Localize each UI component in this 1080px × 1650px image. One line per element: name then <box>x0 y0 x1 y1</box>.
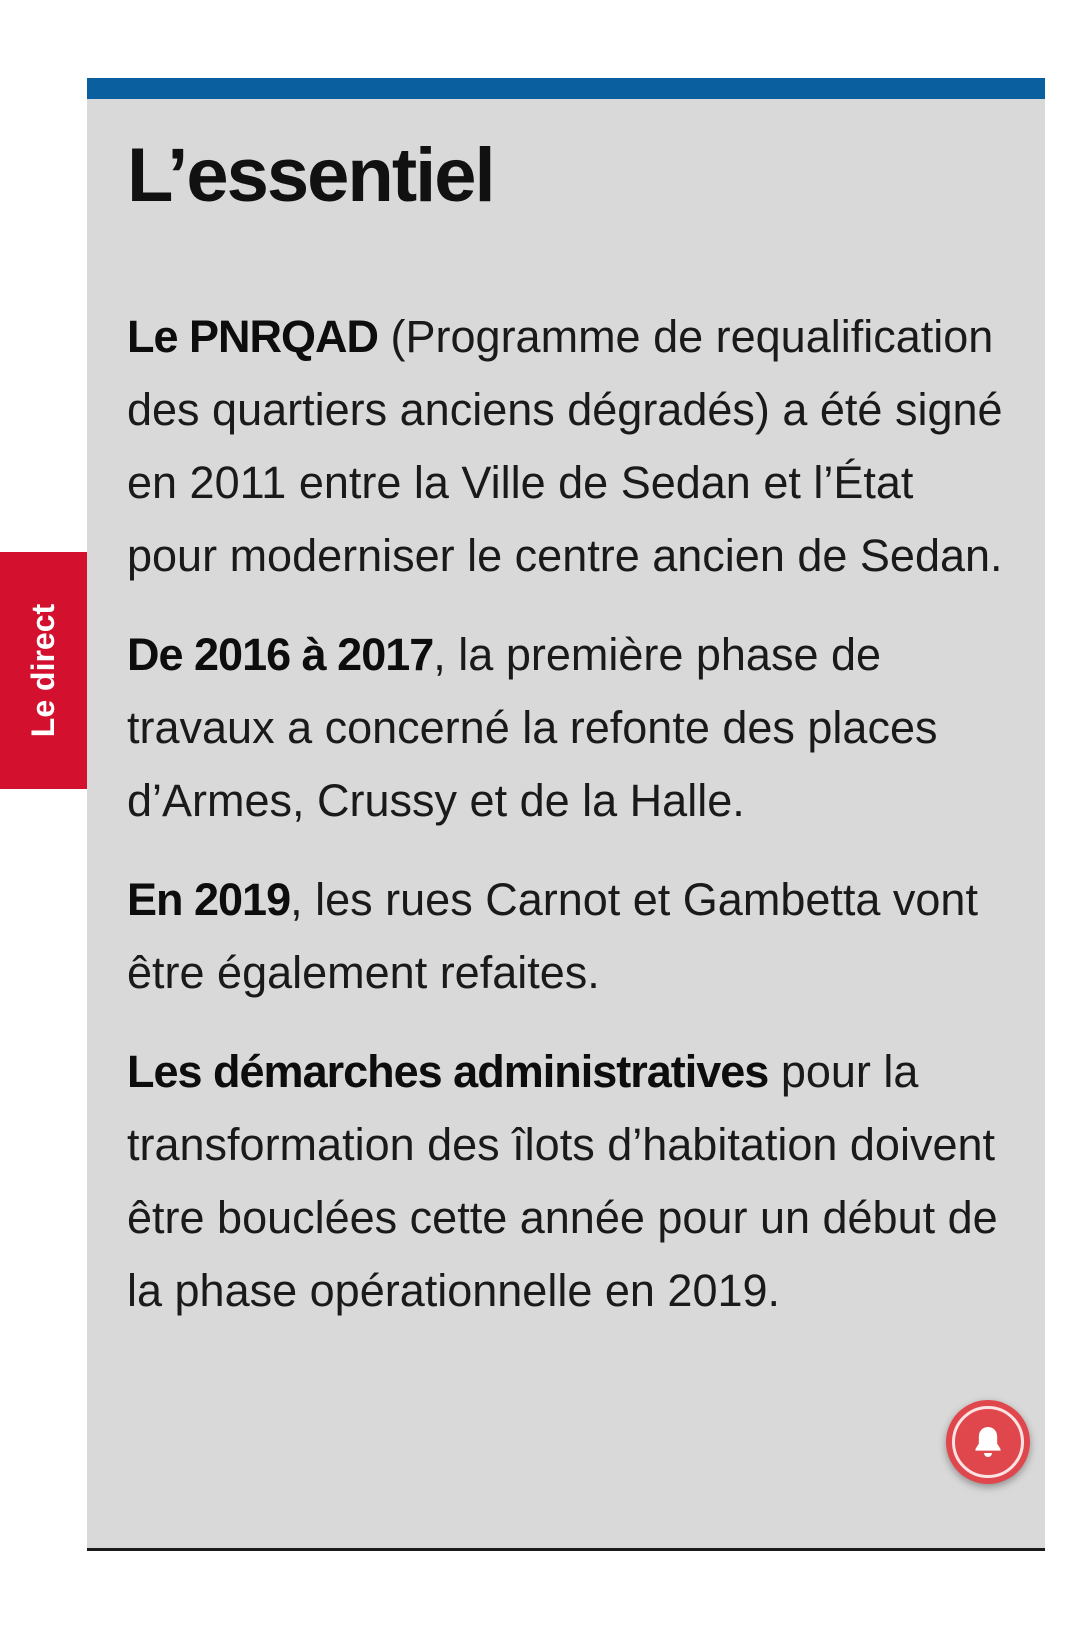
bottom-divider <box>87 1548 1045 1551</box>
essential-title: L’essentiel <box>127 133 494 218</box>
paragraph-text: (Programme de requalification des quartiers anciens dégradés) a été signé en 2011 entre la Ville de Sedan et l’État pour moderniser le centre ancien de Sedan. <box>127 311 1003 581</box>
essential-box <box>87 78 1045 1548</box>
live-tab[interactable] <box>0 552 87 789</box>
paragraph-lead: Le PNRQAD <box>127 311 379 362</box>
live-tab-label: Le direct <box>25 603 61 738</box>
paragraph-text: , les rues Carnot et Gambetta vont être également refaites. <box>127 874 978 998</box>
paragraph-lead: Les démarches administratives <box>127 1046 769 1097</box>
essential-paragraph <box>127 863 1007 1009</box>
accent-bar <box>87 78 1045 99</box>
essential-paragraph <box>127 1035 1007 1327</box>
paragraph-text: , la première phase de travaux a concerné la refonte des places d’Armes, Crussy et de la Halle. <box>127 629 938 826</box>
essential-paragraph <box>127 618 1007 837</box>
notification-bell-button[interactable] <box>946 1400 1030 1484</box>
essential-paragraph <box>127 300 1007 592</box>
paragraph-lead: De 2016 à 2017 <box>127 629 434 680</box>
bell-button-ring <box>952 1406 1024 1478</box>
essential-content <box>127 300 1007 1353</box>
paragraph-lead: En 2019 <box>127 874 291 925</box>
paragraph-text: pour la transformation des îlots d’habitation doivent être bouclées cette année pour un début de la phase opérationnelle en 2019. <box>127 1046 998 1316</box>
